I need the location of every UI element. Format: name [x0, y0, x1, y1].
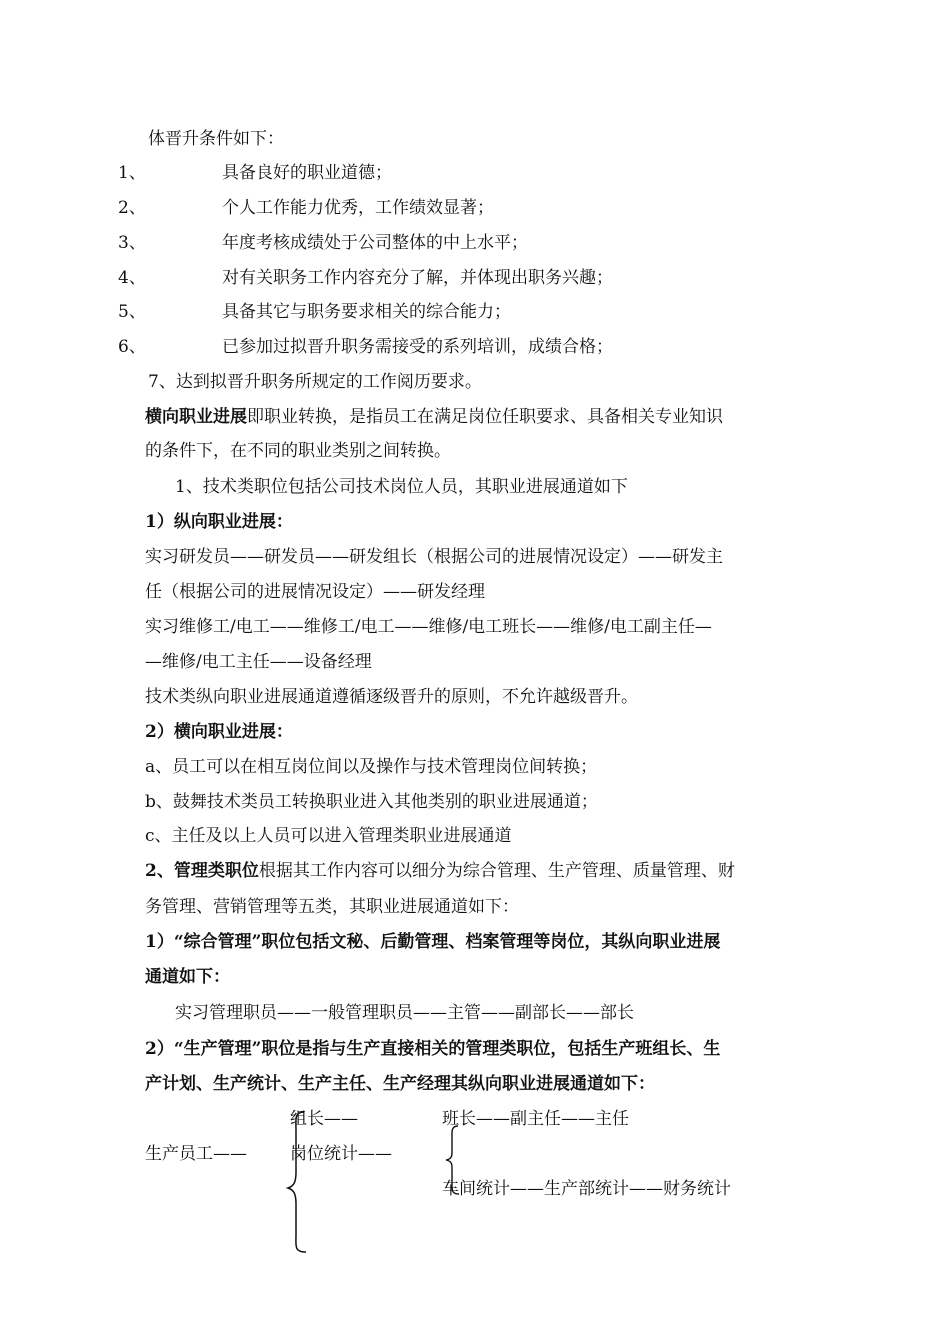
- left-brace-icon: [282, 1110, 312, 1255]
- tech-path2-line1: 实习维修工/电工——维修工/电工——维修/电工班长——维修/电工副主任—: [145, 617, 712, 637]
- production-mgmt-line1: 2）“生产管理”职位是指与生产直接相关的管理类职位，包括生产班组长、生: [145, 1039, 721, 1059]
- diagram-branch-mid: 岗位统计——: [290, 1144, 392, 1164]
- diagram-team-path: 班长——副主任——主任: [442, 1109, 629, 1129]
- tech-path1-line2: 任（根据公司的进展情况设定）——研发经理: [145, 582, 485, 602]
- tech-item-a: a、员工可以在相互岗位间以及操作与技术管理岗位间转换；: [145, 757, 598, 777]
- condition-4-number: 4、: [118, 268, 146, 288]
- tech-intro: 1、技术类职位包括公司技术岗位人员，其职业进展通道如下: [175, 477, 628, 497]
- condition-4-text: 对有关职务工作内容充分了解，并体现出职务兴趣；: [222, 268, 613, 288]
- tech-path2-line2: —维修/电工主任——设备经理: [145, 652, 372, 672]
- horizontal-term: 横向职业进展: [145, 407, 247, 427]
- mgmt-term: 2、管理类职位: [145, 861, 259, 881]
- diagram-stat-path: 车间统计——生产部统计——财务统计: [442, 1179, 731, 1199]
- tech-item-c: c、主任及以上人员可以进入管理类职业进展通道: [145, 826, 512, 846]
- production-mgmt-line2: 产计划、生产统计、生产主任、生产经理其纵向职业进展通道如下：: [145, 1074, 655, 1094]
- small-brace-icon: [440, 1124, 464, 1196]
- intro-text: 体晋升条件如下：: [148, 129, 284, 149]
- condition-3-number: 3、: [118, 233, 146, 253]
- mgmt-paragraph-line1: [145, 860, 735, 882]
- condition-7-text: 7、达到拟晋升职务所规定的工作阅历要求。: [148, 372, 482, 392]
- tech-item-b: b、鼓舞技术类员工转换职业进入其他类别的职业进展通道；: [145, 792, 598, 812]
- mgmt-paragraph-line2: 务管理、营销管理等五类，其职业进展通道如下：: [145, 897, 519, 917]
- diagram-branch-top: 组长——: [290, 1109, 358, 1129]
- tech-path1-line1: 实习研发员——研发员——研发组长（根据公司的进展情况设定）——研发主: [145, 547, 723, 567]
- condition-1-number: 1、: [118, 163, 146, 183]
- general-mgmt-line1: 1）“综合管理”职位包括文秘、后勤管理、档案管理等岗位，其纵向职业进展: [145, 932, 721, 952]
- tech-rule: 技术类纵向职业进展通道遵循逐级晋升的原则，不允许越级晋升。: [145, 687, 638, 707]
- condition-2-text: 个人工作能力优秀，工作绩效显著；: [222, 198, 494, 218]
- tech-horizontal-heading: 2）横向职业进展：: [145, 722, 293, 742]
- horizontal-line1-text: 即职业转换，是指员工在满足岗位任职要求、具备相关专业知识: [247, 407, 723, 427]
- mgmt-line1-text: 根据其工作内容可以细分为综合管理、生产管理、质量管理、财: [258, 861, 735, 881]
- general-mgmt-path: 实习管理职员——一般管理职员——主管——副部长——部长: [175, 1003, 634, 1023]
- condition-6-number: 6、: [118, 337, 146, 357]
- condition-2-number: 2、: [118, 198, 146, 218]
- diagram-start: 生产员工——: [145, 1144, 247, 1164]
- condition-5-number: 5、: [118, 302, 146, 322]
- tech-vertical-heading: 1）纵向职业进展：: [145, 512, 293, 532]
- horizontal-paragraph-line2: 的条件下，在不同的职业类别之间转换。: [145, 441, 451, 461]
- condition-6-text: 已参加过拟晋升职务需接受的系列培训，成绩合格；: [222, 337, 613, 357]
- general-mgmt-line2: 通道如下：: [145, 967, 230, 987]
- condition-3-text: 年度考核成绩处于公司整体的中上水平；: [222, 233, 528, 253]
- condition-1-text: 具备良好的职业道德；: [222, 163, 392, 183]
- condition-5-text: 具备其它与职务要求相关的综合能力；: [222, 302, 511, 322]
- horizontal-paragraph-line1: [145, 406, 723, 428]
